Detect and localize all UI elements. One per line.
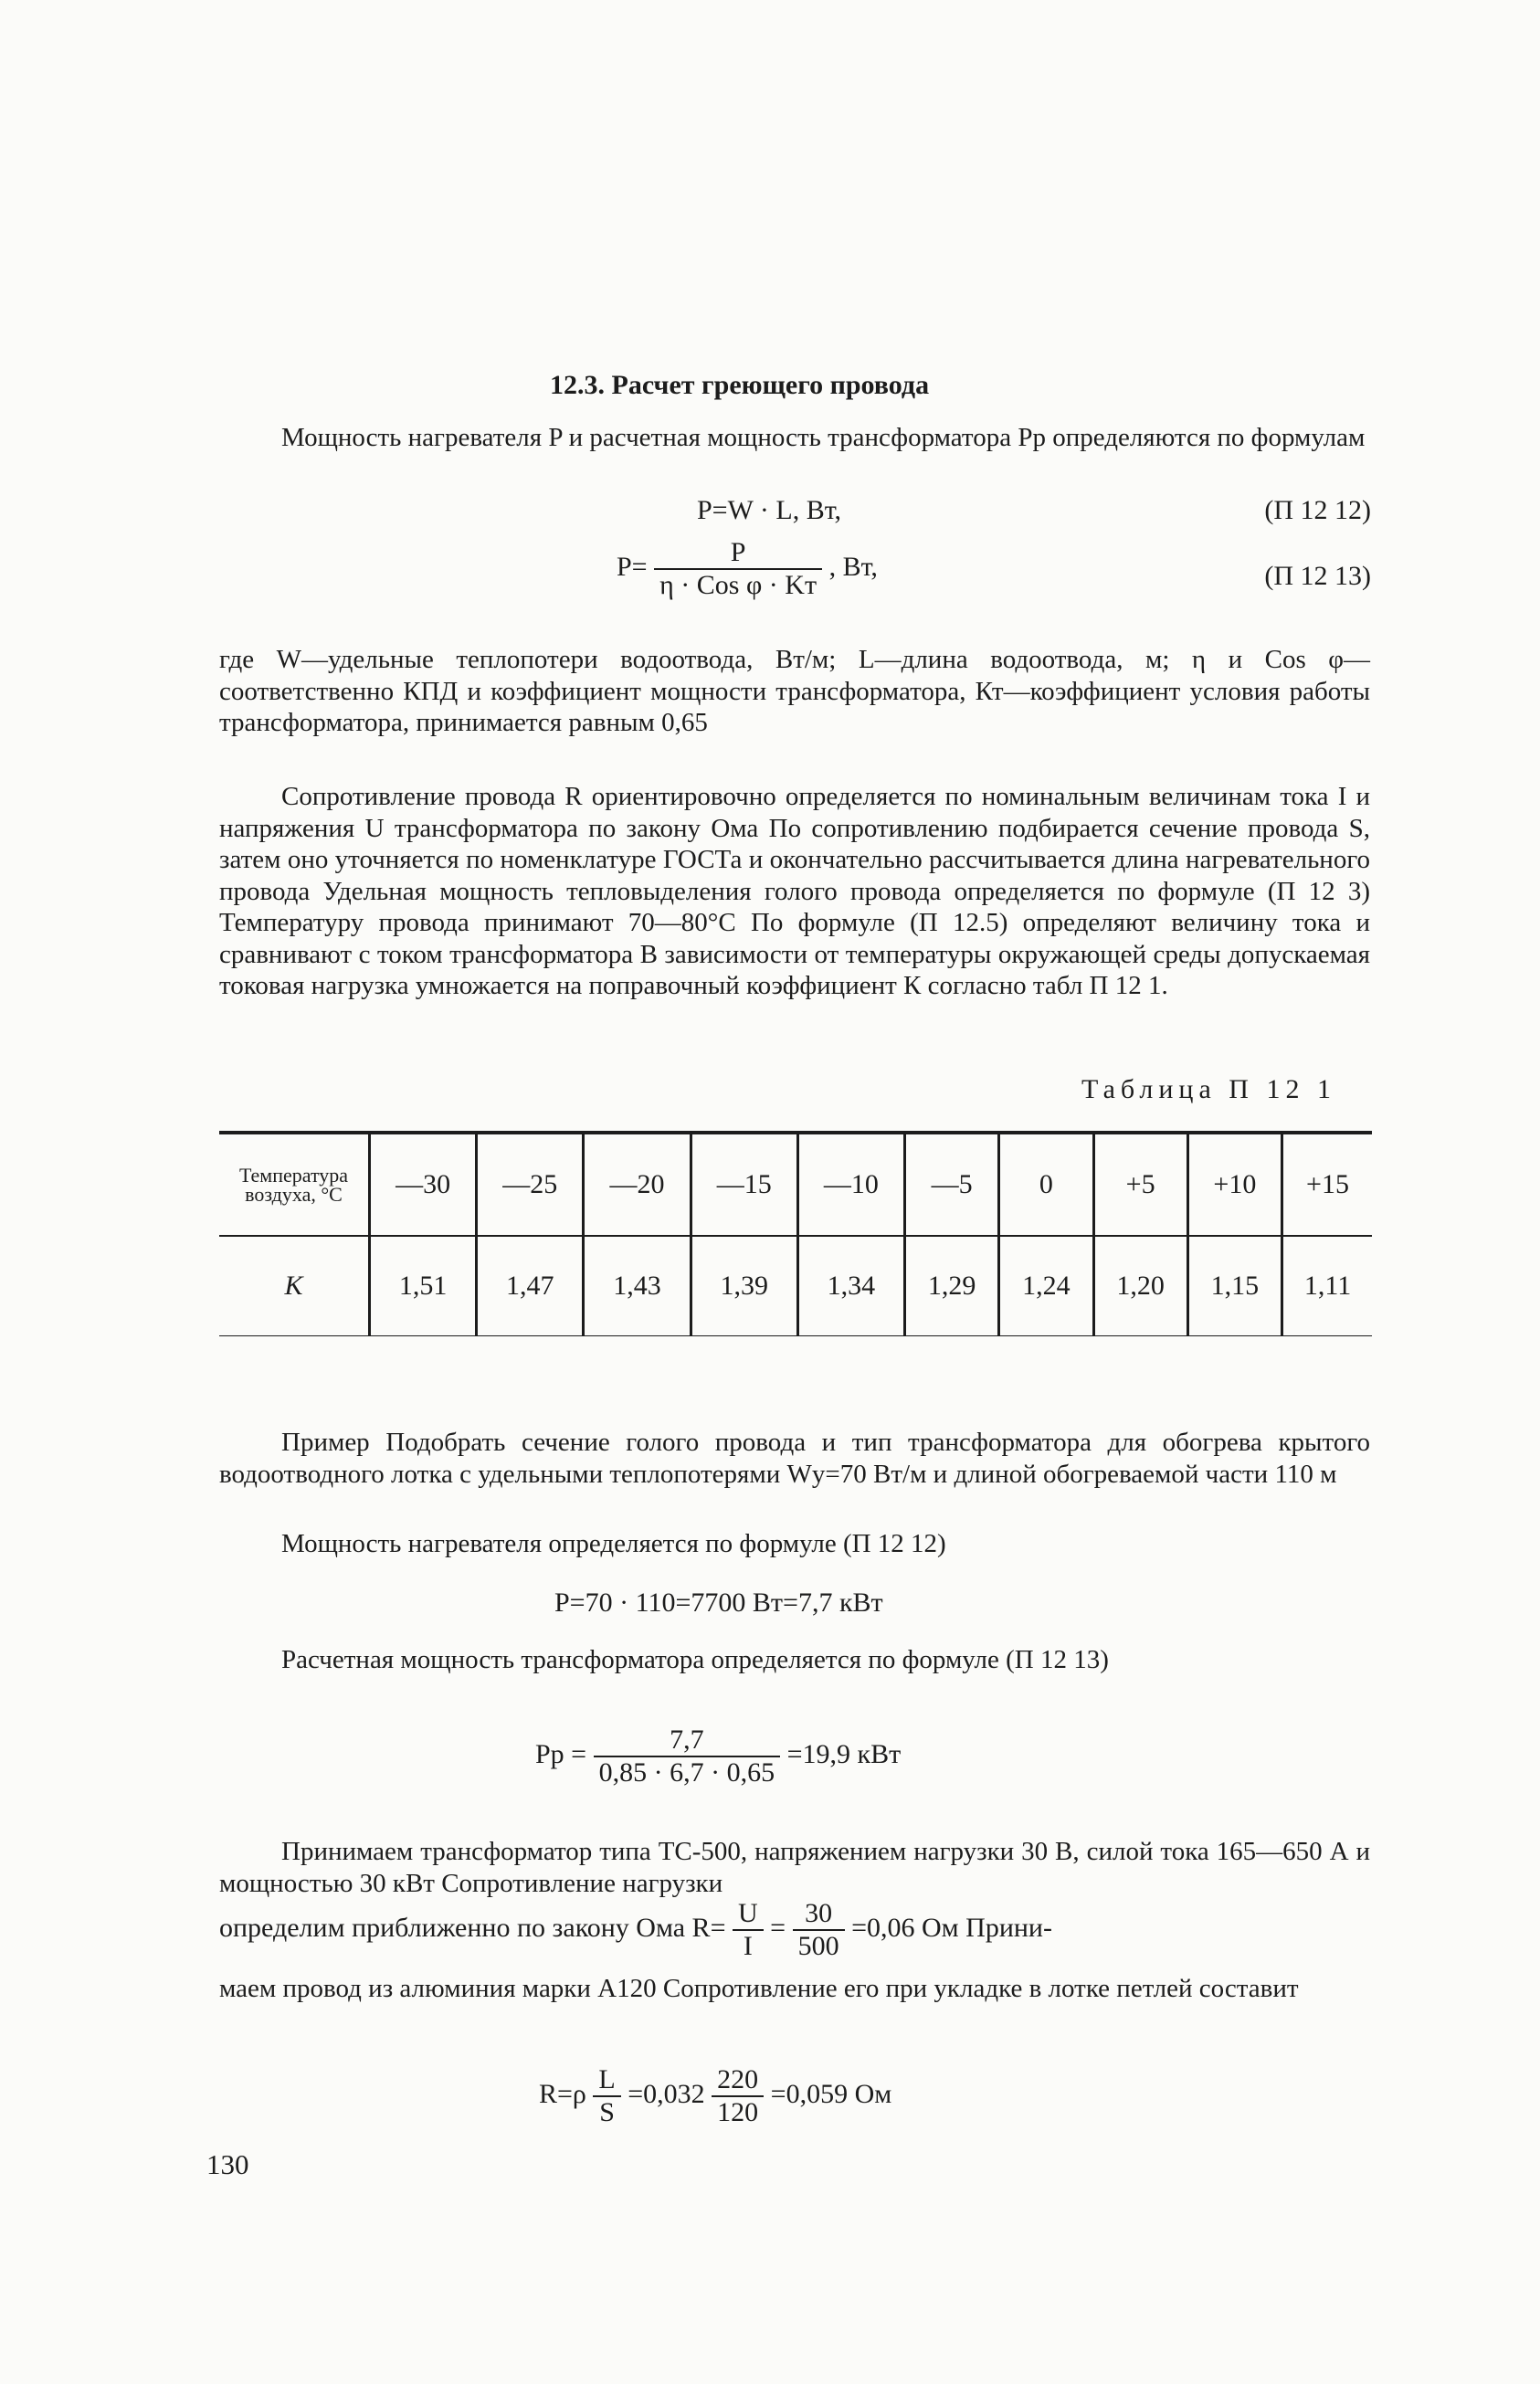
formula-unit: , Вт, <box>828 551 878 582</box>
formula-power: P=W · L, Вт, <box>697 495 842 525</box>
formula-mid: =0,032 <box>628 2078 705 2109</box>
k-row <box>219 1236 1372 1336</box>
fraction-numerator: L <box>598 2064 616 2094</box>
fraction <box>594 1725 780 1788</box>
k-cell: 1,51 <box>370 1236 477 1336</box>
k-cell: 1,34 <box>797 1236 904 1336</box>
fraction-denominator: I <box>733 1929 764 1962</box>
power-paragraph: Мощность нагревателя определяется по формуле (П 12 12) <box>281 1529 946 1558</box>
fraction-numerator: 7,7 <box>670 1725 704 1755</box>
formula-transformer-power <box>535 1725 901 1788</box>
temperature-cell: —10 <box>797 1133 904 1236</box>
example-paragraph: Пример Подобрать сечение голого провода и тип трансформатора для обогрева крытого водоотводного лотка с удельными теплопотерями Wу=70 Вт/м и длиной обогреваемой части 110 м <box>219 1428 1370 1489</box>
k-cell: 1,24 <box>999 1236 1093 1336</box>
fraction-numerator: U <box>738 1898 758 1928</box>
formula-power-result: P=70 · 110=7700 Вт=7,7 кВт <box>554 1588 883 1618</box>
ohm-suffix: =0,06 Ом Прини- <box>851 1912 1052 1943</box>
fraction-numerator: 30 <box>805 1898 833 1928</box>
fraction-numerator: P <box>730 537 746 567</box>
temperature-cell: —20 <box>584 1133 691 1236</box>
fraction-numerator: 220 <box>717 2064 759 2094</box>
fraction <box>733 1898 764 1962</box>
fraction <box>712 2064 764 2128</box>
formula-number-2: (П 12 13) <box>1264 561 1371 591</box>
fraction-denominator: 500 <box>793 1929 845 1962</box>
fraction <box>593 2064 620 2128</box>
correction-factor-table <box>219 1131 1372 1336</box>
formula-result: =0,059 Ом <box>770 2078 892 2109</box>
temperature-cell: —30 <box>370 1133 477 1236</box>
formula-lhs: P= <box>617 551 648 582</box>
k-cell: 1,47 <box>477 1236 584 1336</box>
k-cell: 1,20 <box>1093 1236 1187 1336</box>
temperature-cell: —5 <box>905 1133 999 1236</box>
formula-wire-resistance <box>539 2064 891 2128</box>
temperature-cell: +10 <box>1187 1133 1282 1236</box>
temperature-cell: +15 <box>1282 1133 1372 1236</box>
formula-result: =19,9 кВт <box>786 1738 902 1769</box>
intro-paragraph: Мощность нагревателя P и расчетная мощность трансформатора Pр определяются по формулам <box>281 423 1366 452</box>
temperature-cell: —15 <box>691 1133 797 1236</box>
formula-number-1: (П 12 12) <box>1264 495 1371 525</box>
k-cell: 1,29 <box>905 1236 999 1336</box>
formula-lhs: R=ρ <box>539 2078 586 2109</box>
fraction <box>793 1898 845 1962</box>
k-cell: 1,11 <box>1282 1236 1372 1336</box>
ohm-law-line <box>219 1898 1052 1962</box>
definitions-paragraph: где W—удельные теплопотери водоотвода, Вт/м; L—длина водоотвода, м; η и Cos φ—соответственно КПД и коэффициент мощности трансформатора, Кт—коэффициент условия работы трансформатора, принимается равным 0,65 <box>219 645 1370 737</box>
ohm-prefix: определим приближенно по закону Ома R= <box>219 1912 726 1943</box>
table-caption: Таблица П 12 1 <box>1081 1074 1336 1104</box>
wire-paragraph: маем провод из алюминия марки А120 Сопротивление его при укладке в лотке петлей составит <box>219 1974 1299 2003</box>
resistance-paragraph: Сопротивление провода R ориентировочно определяется по номинальным величинам тока I и напряжения U трансформатора по закону Ома По сопротивлению подбирается сечение провода S, затем оно уточняется по номенклатуре ГОСТа и окончательно рассчитывается длина нагревательного провода Удельная мощность тепловыделения голого провода определяется по формуле (П 12 3) Температуру провода принимают 70—80°С По формуле (П 12.5) определяют величину тока и сравнивают с током трансформатора В зависимости от температуры окружающей среды допускаемая токовая нагрузка умножается на поправочный коэффициент К согласно табл П 12 1. <box>219 782 1370 1000</box>
calc-power-paragraph: Расчетная мощность трансформатора определяется по формуле (П 12 13) <box>281 1645 1109 1674</box>
formula-calc-power <box>617 537 878 601</box>
k-cell: 1,15 <box>1187 1236 1282 1336</box>
fraction <box>654 537 822 601</box>
formula-lhs: Pр = <box>535 1738 587 1769</box>
temperature-cell: 0 <box>999 1133 1093 1236</box>
temperature-cell: +5 <box>1093 1133 1187 1236</box>
k-cell: 1,39 <box>691 1236 797 1336</box>
temperature-cell: —25 <box>477 1133 584 1236</box>
page-number: 130 <box>206 2148 249 2180</box>
k-header: К <box>219 1236 370 1336</box>
section-heading: 12.3. Расчет греющего провода <box>550 370 930 400</box>
ohm-equals: = <box>770 1912 786 1943</box>
fraction-denominator: η · Cos φ · Kт <box>654 568 822 601</box>
fraction-denominator: 0,85 · 6,7 · 0,65 <box>594 1756 780 1788</box>
temperature-row <box>219 1133 1372 1236</box>
k-cell: 1,43 <box>584 1236 691 1336</box>
transformer-paragraph: Принимаем трансформатор типа ТС-500, напряжением нагрузки 30 В, силой тока 165—650 А и мощностью 30 кВт Сопротивление нагрузки <box>219 1837 1370 1898</box>
temperature-header: Температура воздуха, °С <box>219 1133 370 1236</box>
fraction-denominator: S <box>593 2095 620 2128</box>
fraction-denominator: 120 <box>712 2095 764 2128</box>
